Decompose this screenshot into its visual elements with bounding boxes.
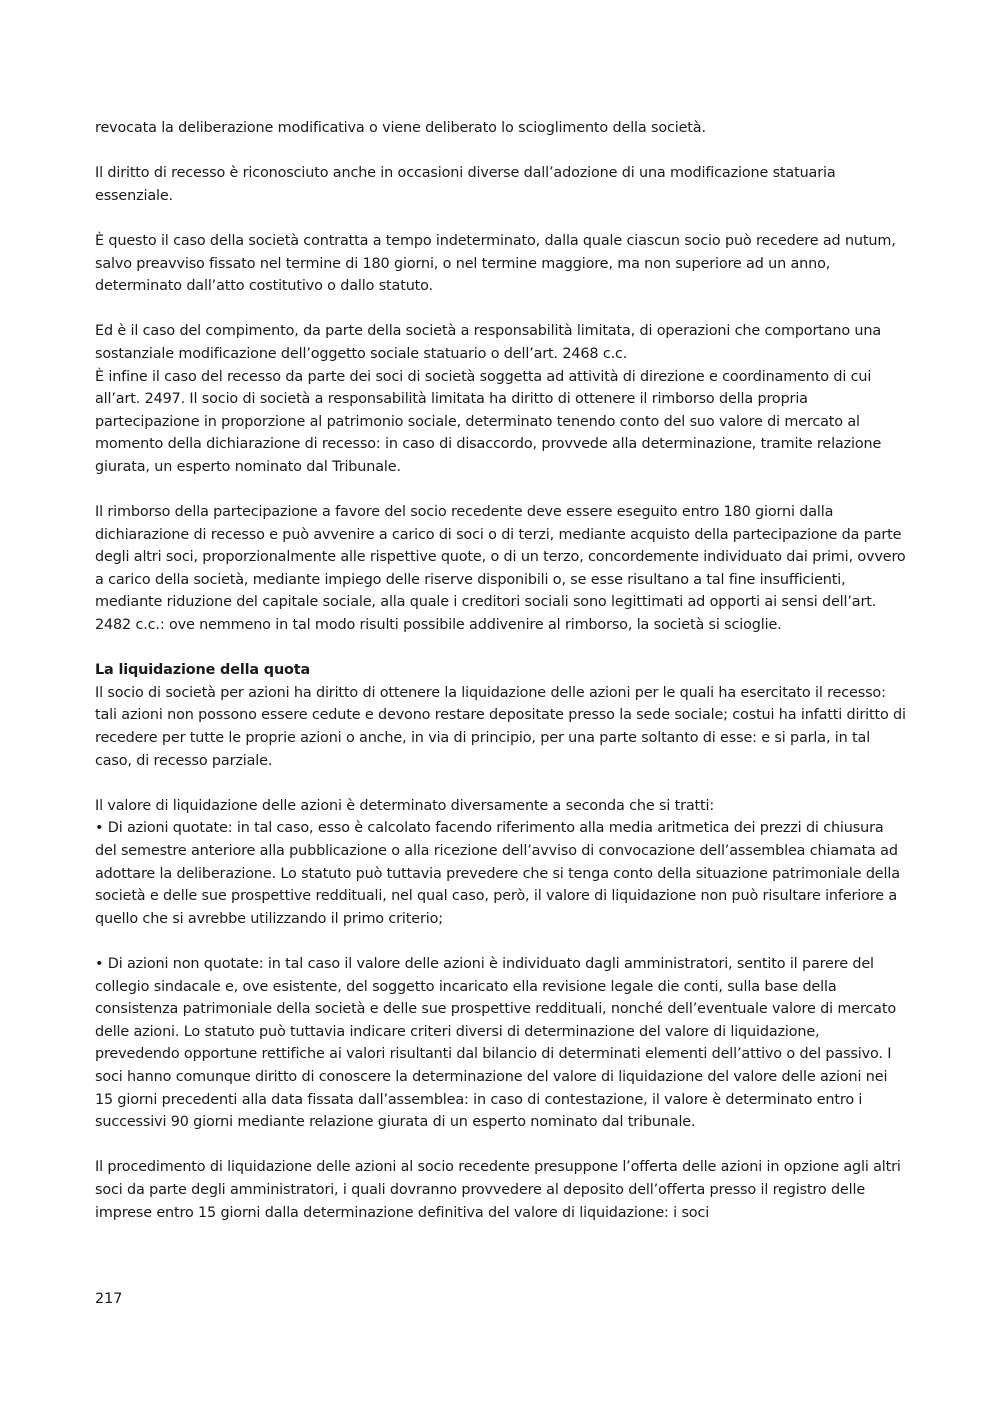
- list-item-azioni-quotate: • Di azioni quotate: in tal caso, esso è calcolato facendo riferimento alla media aritmetica dei prezzi di chiusura del semestre anteriore alla pubblicazione o alla ricezione dell’avviso di convocazione dell’assemblea chiamata ad adottare la deliberazione. Lo statuto può tuttavia prevedere che si tenga conto della situazione patrimoniale della società e delle sue prospettive reddituali, nel qual caso, però, il valore di liquidazione non può risultare inferiore a quello che si avrebbe utilizzando il primo criterio;: [95, 820, 900, 927]
- paragraph-gap: [95, 637, 907, 660]
- paragraph-gap: [95, 207, 907, 230]
- paragraph-procedimento: Il procedimento di liquidazione delle azioni al socio recedente presuppone l’offerta delle azioni in opzione agli altri soci da parte degli amministratori, i quali dovranno provvedere al deposito dell’offerta presso il registro delle imprese entro 15 giorni dalla determinazione definitiva del valore di liquidazione: i soci: [95, 1159, 901, 1221]
- list-item-azioni-non-quotate: • Di azioni non quotate: in tal caso il valore delle azioni è individuato dagli amministratori, sentito il parere del collegio sindacale e, ove esistente, del soggetto incaricato ella revisione legale die conti, sulla base della consistenza patrimoniale della società e delle sue prospettive reddituali, nonché dell’eventuale valore di mercato delle azioni. Lo statuto può tuttavia indicare criteri diversi di determinazione del valore di liquidazione, prevedendo opportune rettifiche ai valori risultanti dal bilancio di determinati elementi dell’attivo o del passivo. I soci hanno comunque diritto di conoscere la determinazione del valore di liquidazione del valore delle azioni nei 15 giorni precedenti alla data fissata dall’assemblea: in caso di contestazione, il valore è determinato entro i successivi 90 giorni mediante relazione giurata di un esperto nominato dal tribunale.: [95, 955, 896, 1131]
- paragraph-diritto-recesso: Il diritto di recesso è riconosciuto anche in occasioni diverse dall’adozione di una modificazione statuaria essenziale.: [95, 165, 836, 204]
- page-number: 217: [95, 1291, 123, 1307]
- paragraph-revocata: revocata la deliberazione modificativa o viene deliberato lo scioglimento della società.: [95, 120, 706, 136]
- paragraph-rimborso: Il rimborso della partecipazione a favore del socio recedente deve essere eseguito entro 180 giorni dalla dichiarazione di recesso e può avvenire a carico di soci o di terzi, mediante acquisto della partecipazione da parte degli altri soci, proporzionalmente alle rispettive quote, o di un terzo, concordemente individuato dai primi, ovvero a carico della società, mediante impiego delle riserve disponibili o, se esse risultano a tal fine insufficienti, mediante riduzione del capitale sociale, alla quale i creditori sociali sono legittimati ad opporti ai sensi dell’art. 2482 c.c.: ove nemmeno in tal modo risulti possibile addivenire al rimborso, la società si scioglie.: [95, 504, 906, 634]
- paragraph-gap: [95, 298, 907, 321]
- paragraph-gap: [95, 930, 907, 953]
- paragraph-tempo-indeterminato: È questo il caso della società contratta a tempo indeterminato, dalla quale ciascun socio può recedere ad nutum, salvo preavviso fissato nel termine di 180 giorni, o nel termine maggiore, ma non superiore ad un anno, determinato dall’atto costitutivo o dallo statuto.: [95, 232, 896, 295]
- paragraph-socio-spa: Il socio di società per azioni ha diritto di ottenere la liquidazione delle azioni per le quali ha esercitato il recesso: tali azioni non possono essere cedute e devono restare depositate presso la sede sociale; costui ha infatti diritto di recedere per tutte le proprie azioni o anche, in via di principio, per una parte soltanto di esse: e si parla, in tal caso, di recesso parziale.: [95, 684, 906, 769]
- paragraph-valore-liquidazione: Il valore di liquidazione delle azioni è determinato diversamente a seconda che si tratti:: [95, 797, 715, 814]
- paragraph-gap: [95, 772, 907, 795]
- paragraph-direzione-coordinamento: È infine il caso del recesso da parte dei soci di società soggetta ad attività di direzione e coordinamento di cui all’art. 2497. Il socio di società a responsabilità limitata ha diritto di ottenere il rimborso della propria partecipazione in proporzione al patrimonio sociale, determinato tenendo conto del suo valore di mercato al momento della dichiarazione di recesso: in caso di disaccordo, provvede alla determinazione, tramite relazione giurata, un esperto nominato dal Tribunale.: [95, 368, 882, 475]
- paragraph-compimento: Ed è il caso del compimento, da parte della società a responsabilità limitata, di operazioni che comportano una sostanziale modificazione dell’oggetto sociale statuario o dell’art. 2468 c.c.: [95, 323, 882, 362]
- paragraph-gap: [95, 140, 907, 163]
- page-body: [95, 117, 907, 1224]
- paragraph-gap: [95, 479, 907, 502]
- paragraph-gap: [95, 1134, 907, 1157]
- section-heading-liquidazione-quota: La liquidazione della quota: [95, 662, 311, 679]
